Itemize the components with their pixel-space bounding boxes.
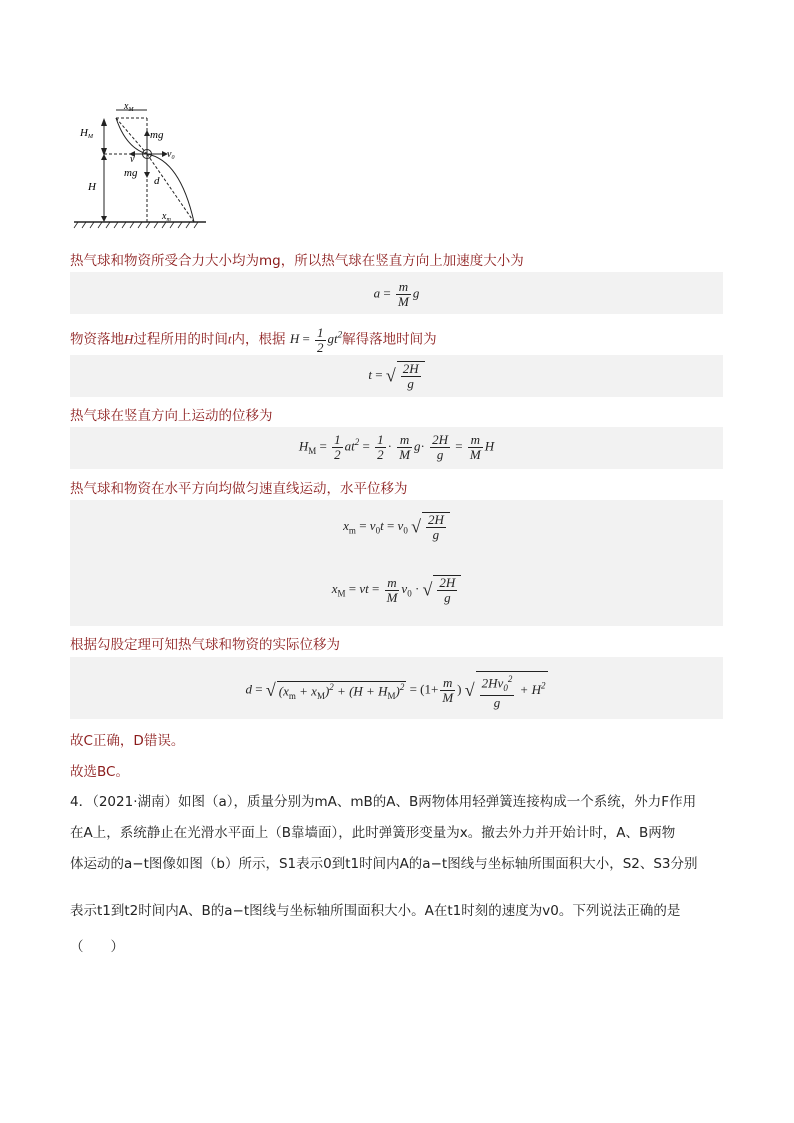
problem-4-line-1: 4．（2021·湖南）如图（a），质量分别为mA、mB的A、B两物体用轻弹簧连接构成一个系统，外力F作用: [70, 794, 697, 810]
label-v0: $v_0$: [167, 149, 175, 161]
problem-4-line-2: 在A上，系统静止在光滑水平面上（B靠墙面），此时弹簧形变量为x。撤去外力并开始计时，A、B两物: [70, 825, 676, 841]
text-fall-time: 物资落地H过程所用的时间t内，根据 H = $\frac{1}{2}$ $gt^2$解得落地时间为: [70, 325, 437, 355]
equation-box-5: [70, 657, 723, 719]
projectile-diagram: [70, 100, 210, 230]
label-mg-top: mg: [150, 129, 164, 141]
text-net-force: 热气球和物资所受合力大小均为mg，所以热气球在竖直方向上加速度大小为: [70, 253, 524, 269]
label-xm: $x_M$: [124, 101, 134, 113]
equation-acceleration: a = $\frac{m}{M}$ g: [373, 279, 420, 309]
equation-box-1: [70, 272, 723, 314]
equation-box-4: [70, 500, 723, 626]
text-vertical-displacement: 热气球在竖直方向上运动的位移为: [70, 408, 273, 424]
text-conclusion-cd: 故C正确，D错误。: [70, 733, 185, 749]
problem-4-answer-blank: （ ）: [70, 939, 124, 955]
problem-4-line-4: 表示t1到t2时间内A、B的a−t图线与坐标轴所围面积大小。A在t1时刻的速度为v0。下列说法正确的是: [70, 903, 681, 919]
equation-xM: $x_M$ = vt = $\frac{m}{M}$ $v_0$ · √ $\frac{2H}{g}$: [70, 575, 723, 605]
equation-d: d = √ $(x_m + x_M)^2 + (H + H_M)^2 = (1+$ $\frac{m}{M}$ ) √ $\frac{2Hv_0^2}{g}$ + $H^2$: [70, 671, 723, 710]
text-actual-displacement: 根据勾股定理可知热气球和物资的实际位移为: [70, 637, 340, 653]
label-mg-bottom: mg: [124, 167, 138, 179]
equation-box-3: [70, 427, 723, 469]
label-v: v: [130, 154, 135, 165]
problem-4-line-3: 体运动的a−t图像如图（b）所示，S1表示0到t1时间内A的a−t图线与坐标轴所围面积大小，S2、S3分别: [70, 856, 698, 872]
label-d: d: [154, 175, 160, 187]
equation-hm: $H_M$ = $\frac{1}{2}$ $at^2$ = $\frac{1}{2}$ · $\frac{m}{M}$ g· $\frac{2H}{g}$ = $\frac{m}{M}$ H: [298, 432, 495, 462]
label-h: H: [88, 181, 96, 193]
equation-xm: $x_m = v_0t = v_0$ √ $\frac{2H}{g}$: [70, 512, 723, 542]
equation-time: t = √ $\frac{2H}{g}$: [70, 361, 723, 391]
label-hm: HM: [80, 127, 93, 140]
label-xm-small: $x_m$: [162, 211, 171, 223]
text-horizontal-displacement: 热气球和物资在水平方向均做匀速直线运动，水平位移为: [70, 481, 408, 497]
text-answer-bc: 故选BC。: [70, 764, 129, 780]
equation-box-2: [70, 355, 723, 397]
